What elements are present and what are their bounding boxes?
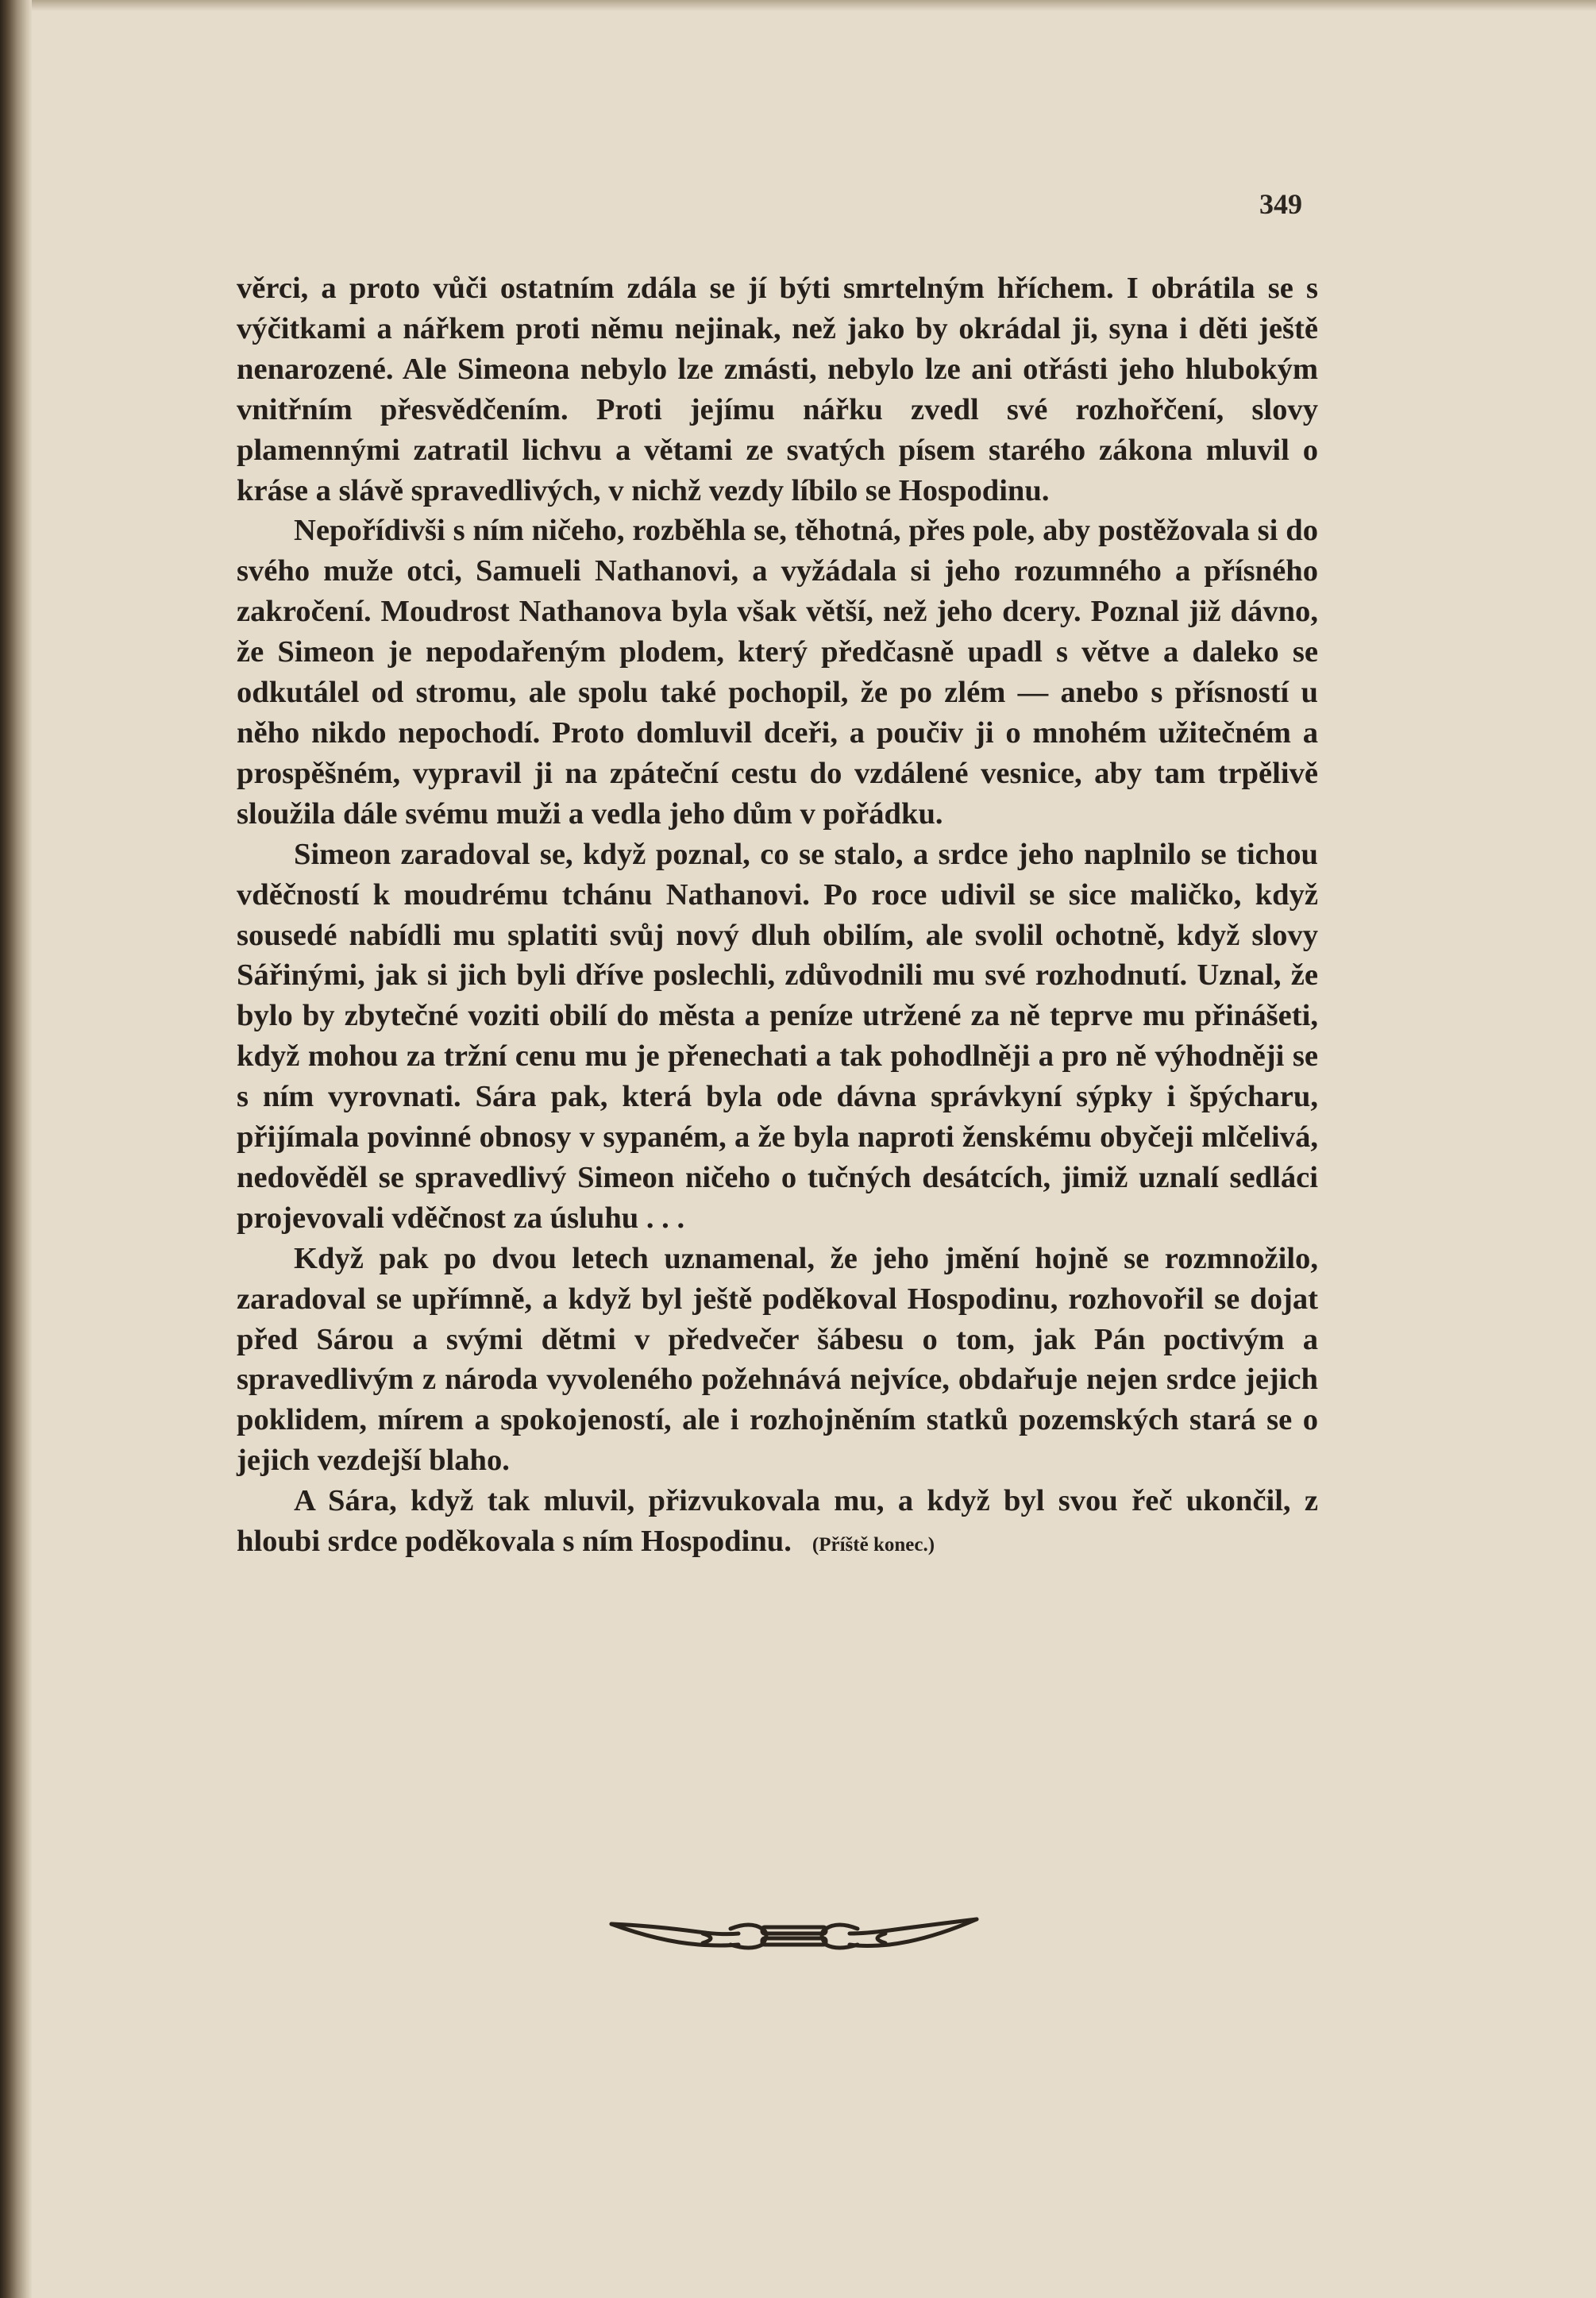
page-top-shadow bbox=[32, 0, 1596, 11]
paragraph-last bbox=[237, 1481, 1318, 1566]
page-number: 349 bbox=[1259, 188, 1302, 220]
body-text bbox=[237, 268, 1318, 1566]
paragraph: věrci, a proto vůči ostatním zdála se jí býti smrtelným hříchem. I obrátila se s výčitkami a nářkem proti němu nejinak, než jako by okrádal ji, syna i děti ještě nenarozené. Ale Simeona nebylo lze zmásti, nebylo lze ani otřásti jeho hlubokým vnitřním přesvědčením. Proti jejímu nářku zvedl své rozhořčení, slovy plamennými zatratil lichvu a větami ze svatých písem starého zákona mluvil o kráse a slávě spravedlivých, v nichž vezdy líbilo se Hospodinu. bbox=[237, 272, 1318, 507]
ornament-divider-icon bbox=[603, 1910, 985, 1957]
paragraph: Nepořídivši s ním ničeho, rozběhla se, těhotná, přes pole, aby postěžovala si do svého muže otci, Samueli Nathanovi, a vyžádala si jeho rozumného a přísného zakročení. Moudrost Nathanova byla však větší, než jeho dcery. Poznal již dávno, že Simeon je nepodařeným plodem, který předčasně upadl s větve a daleko se odkutálel od stromu, ale spolu také pochopil, že po zlém — anebo s přísností u něho nikdo nepochodí. Proto domluvil dceři, a poučiv ji o mnohém užitečném a prospěšném, vypravil ji na zpáteční cestu do vzdálené vesnice, aby tam trpělivě sloužila dále svému muži a vedla jeho dům v pořádku. bbox=[237, 514, 1318, 831]
paragraph: Simeon zaradoval se, když poznal, co se stalo, a srdce jeho naplnilo se tichou vděčností k moudrému tchánu Nathanovi. Po roce udivil se sice maličko, když sousedé nabídli mu splatiti svůj nový dluh obilím, ale svolil ochotně, když slovy Sářinými, jak si jich byli dříve poslechli, zdůvodnili mu své rozhodnutí. Uznal, že bylo by zbytečné voziti obilí do města a peníze utržené za ně teprve mu přinášeti, když mohou za tržní cenu mu je přenechati a tak pohodlněji a pro ně výhodněji se s ním vyrovnati. Sára pak, která byla ode dávna správkyní sýpky i špýcharu, přijímala povinné obnosy v sypaném, a že byla naproti ženskému obyčeji mlčelivá, nedověděl se spravedlivý Simeon ničeho o tučných desátcích, jimiž uznalí sedláci projevovali vděčnost za úsluhu . . . bbox=[237, 837, 1318, 1235]
paragraph: Když pak po dvou letech uznamenal, že jeho jmění hojně se rozmnožilo, zaradoval se upřímně, a když byl ještě poděkoval Hospodinu, rozhovořil se dojat před Sárou a svými dětmi v předvečer šábesu o tom, jak Pán poctivým a spravedlivým z národa vyvoleného požehnává nejvíce, obdařuje nejen srdce jejich poklidem, mírem a spokojeností, ale i rozhojněním statků pozemských stará se o jejich vezdejší blaho. bbox=[237, 1241, 1318, 1478]
continuation-note: (Příště konec.) bbox=[811, 1534, 935, 1556]
book-spine-shadow bbox=[0, 0, 32, 2298]
paragraph-text: A Sára, když tak mluvil, přizvukovala mu, a když byl svou řeč ukončil, z hloubi srdce poděkovala s ním Hospodinu. bbox=[237, 1484, 1318, 1559]
